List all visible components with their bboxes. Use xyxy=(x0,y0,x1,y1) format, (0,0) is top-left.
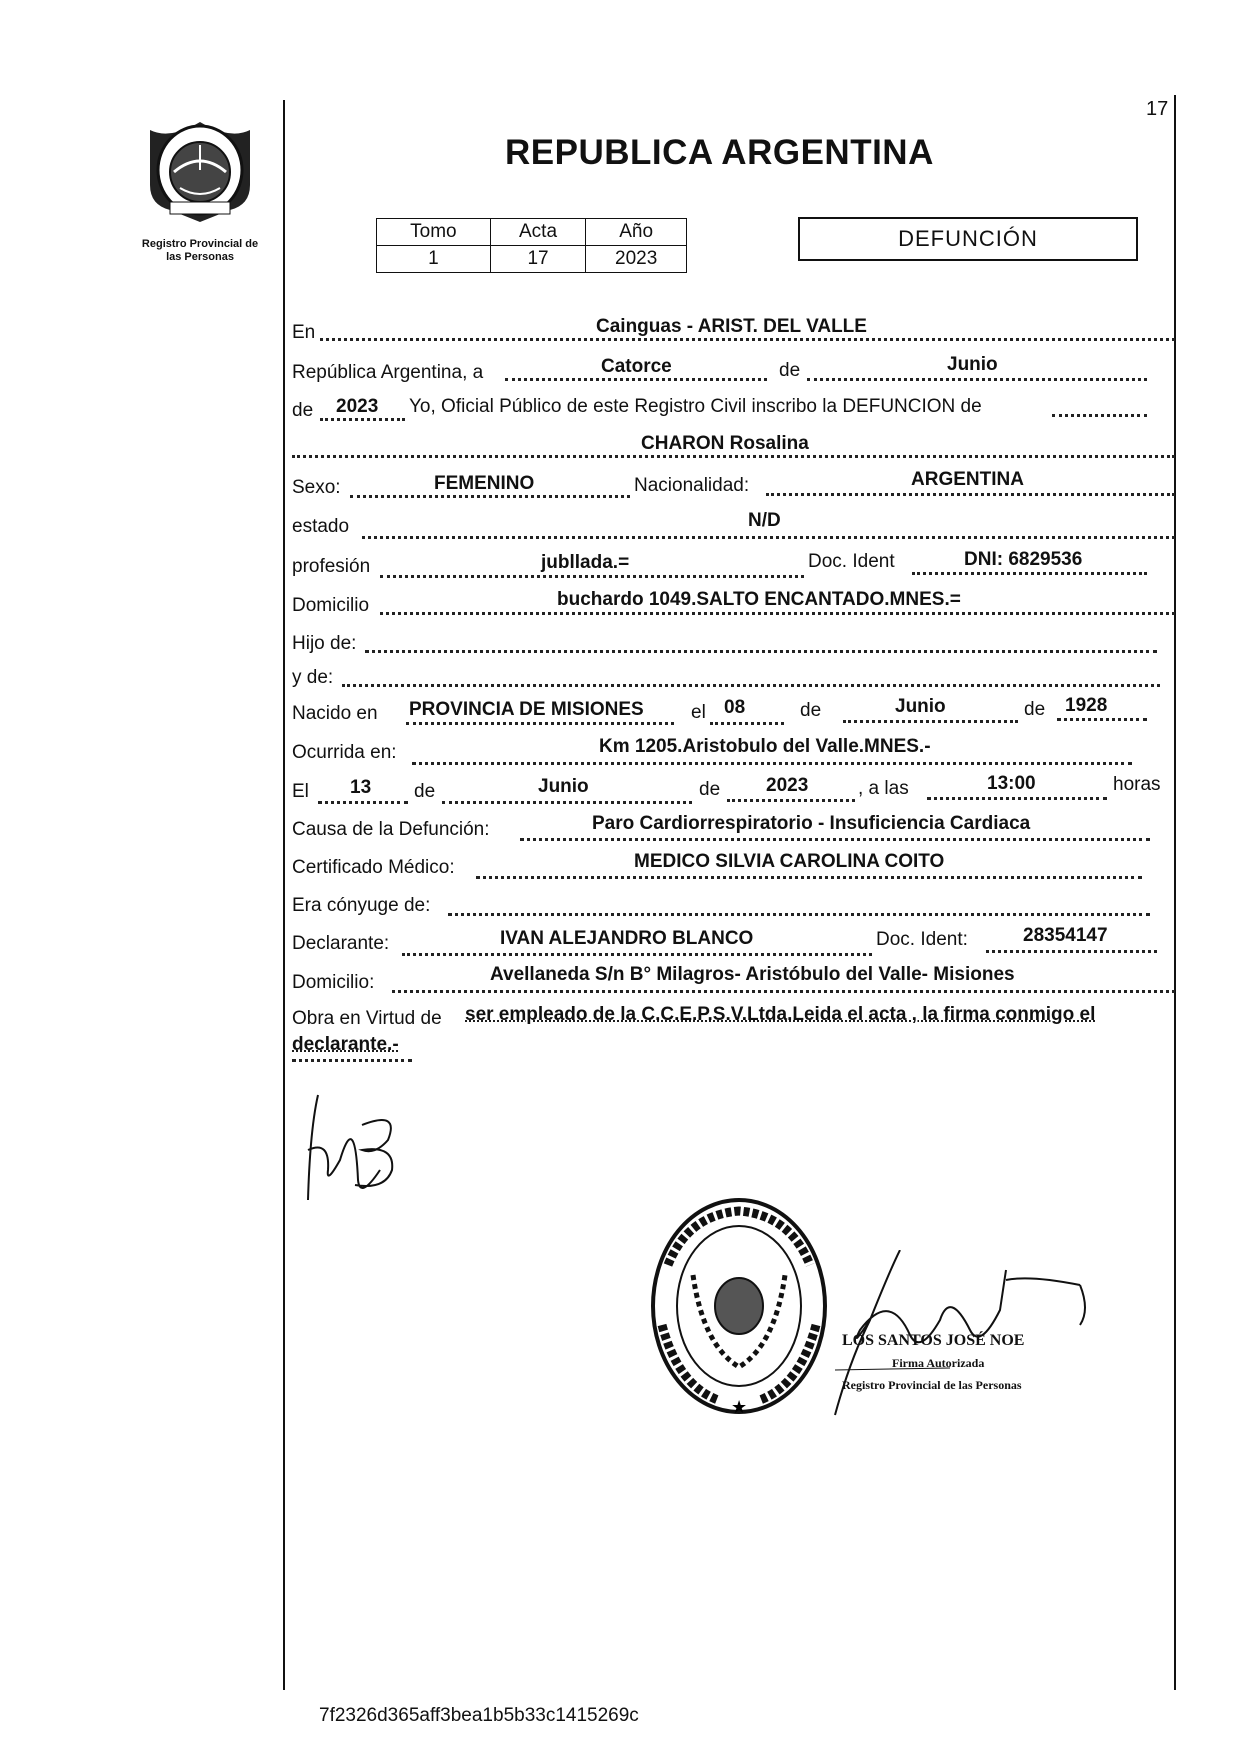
declarante-value: IVAN ALEJANDRO BLANCO xyxy=(500,928,754,949)
sexo-label: Sexo: xyxy=(292,477,341,498)
obra-value-line1: ser empleado de la C.C.E.P.S.V.Ltda.Leida el acta , la firma conmigo el xyxy=(465,1004,1096,1025)
year-value: 2023 xyxy=(336,396,379,417)
birth-month-value: Junio xyxy=(895,696,946,717)
dotted-line xyxy=(380,612,1175,615)
dotted-line xyxy=(843,720,1018,723)
right-margin-rule xyxy=(1174,95,1176,1690)
dotted-line xyxy=(362,536,1175,539)
page-title: REPUBLICA ARGENTINA xyxy=(505,133,934,172)
republica-label: República Argentina, a xyxy=(292,362,484,383)
dotted-line xyxy=(986,950,1157,953)
sexo-value: FEMENINO xyxy=(434,473,535,494)
death-day-value: 13 xyxy=(350,777,372,798)
official-stamp-icon xyxy=(648,1195,830,1417)
dotted-line xyxy=(318,801,408,804)
day-words-value: Catorce xyxy=(601,356,672,377)
dotted-line xyxy=(1057,718,1147,721)
dotted-line xyxy=(448,913,1150,916)
declarant-signature xyxy=(300,1090,410,1220)
dotted-line xyxy=(727,799,855,802)
doc-ident-label: Doc. Ident xyxy=(808,551,895,572)
nacionalidad-value: ARGENTINA xyxy=(911,469,1024,490)
de-label: de xyxy=(414,781,436,802)
record-header-tomo: Tomo xyxy=(377,219,491,246)
birth-year-value: 1928 xyxy=(1065,695,1108,716)
deceased-name-value: CHARON Rosalina xyxy=(641,433,809,454)
dotted-line xyxy=(406,722,674,725)
de-label: de xyxy=(779,360,801,381)
signer-line2: Firma Autorizada xyxy=(892,1356,985,1370)
doc-ident-2-value: 28354147 xyxy=(1023,925,1108,946)
place-value: Cainguas - ARIST. DEL VALLE xyxy=(596,316,867,337)
el-label: El xyxy=(292,781,309,802)
dotted-line xyxy=(380,575,804,578)
dotted-line xyxy=(912,572,1147,575)
causa-label: Causa de la Defunción: xyxy=(292,819,490,840)
de-label: de xyxy=(699,779,721,800)
profesion-value: jubllada.= xyxy=(541,552,630,573)
footer-hash: 7f2326d365aff3bea1b5b33c1415269c xyxy=(319,1705,639,1726)
en-label: En xyxy=(292,322,316,343)
estado-label: estado xyxy=(292,516,350,537)
domicilio-label: Domicilio xyxy=(292,595,370,616)
record-table-header-row xyxy=(377,219,687,246)
dotted-line xyxy=(710,722,784,725)
signature-block xyxy=(842,1330,1024,1396)
y-de-label: y de: xyxy=(292,667,334,688)
left-margin-rule xyxy=(283,100,285,1690)
death-month-value: Junio xyxy=(538,776,589,797)
record-header-anio: Año xyxy=(586,219,687,246)
registry-label-line2: las Personas xyxy=(166,251,234,263)
certificado-label: Certificado Médico: xyxy=(292,857,455,878)
de-label: de xyxy=(800,700,822,721)
svg-text:★: ★ xyxy=(731,1397,748,1417)
ocurrida-en-label: Ocurrida en: xyxy=(292,742,397,763)
dotted-line xyxy=(320,418,405,421)
domicilio-2-value: Avellaneda S/n B° Milagros- Aristóbulo del Valle- Misiones xyxy=(490,964,1015,985)
doc-ident-value: DNI: 6829536 xyxy=(964,549,1083,570)
dotted-line xyxy=(807,378,1147,381)
de-label: de xyxy=(1024,699,1046,720)
el-label: el xyxy=(691,702,706,723)
obra-label: Obra en Virtud de xyxy=(292,1008,442,1029)
record-header-acta: Acta xyxy=(490,219,586,246)
dotted-line xyxy=(520,838,1150,841)
record-table-value-row xyxy=(377,246,687,273)
record-value-acta: 17 xyxy=(490,246,586,273)
province-seal-icon xyxy=(140,110,260,225)
ocurrida-en-value: Km 1205.Aristobulo del Valle.MNES.- xyxy=(599,736,931,757)
dotted-line xyxy=(927,797,1107,800)
profesion-label: profesión xyxy=(292,556,371,577)
domicilio-2-label: Domicilio: xyxy=(292,972,375,993)
signer-line3: Registro Provincial de las Personas xyxy=(842,1378,1022,1392)
record-value-tomo: 1 xyxy=(377,246,491,273)
yo-text: Yo, Oficial Público de este Registro Civil inscribo la DEFUNCION de xyxy=(409,396,982,417)
dotted-line xyxy=(402,953,872,956)
doc-ident-2-label: Doc. Ident: xyxy=(876,929,968,950)
certificado-value: MEDICO SILVIA CAROLINA COITO xyxy=(634,851,945,872)
official-stamp xyxy=(648,1195,830,1422)
horas-label: horas xyxy=(1113,774,1161,795)
dotted-line xyxy=(1052,414,1147,417)
dotted-line xyxy=(442,801,692,804)
month-value: Junio xyxy=(947,354,998,375)
de-label: de xyxy=(292,400,314,421)
domicilio-value: buchardo 1049.SALTO ENCANTADO.MNES.= xyxy=(557,589,961,610)
dotted-line xyxy=(365,650,1157,653)
record-value-anio: 2023 xyxy=(586,246,687,273)
dotted-line xyxy=(350,495,630,498)
a-las-label: , a las xyxy=(858,778,909,799)
causa-value: Paro Cardiorrespiratorio - Insuficiencia Cardiaca xyxy=(592,813,1031,834)
dotted-line xyxy=(476,876,1142,879)
nacionalidad-label: Nacionalidad: xyxy=(634,475,750,496)
nacido-en-label: Nacido en xyxy=(292,703,378,724)
record-table xyxy=(376,218,687,273)
registry-label xyxy=(115,238,285,264)
hijo-de-label: Hijo de: xyxy=(292,633,357,654)
signer-name: LOS SANTOS JOSÉ NOE xyxy=(842,1332,1025,1349)
dotted-line xyxy=(292,455,1175,458)
declarante-label: Declarante: xyxy=(292,933,390,954)
death-year-value: 2023 xyxy=(766,775,809,796)
nacido-en-value: PROVINCIA DE MISIONES xyxy=(409,699,644,720)
province-seal xyxy=(140,110,260,230)
page-number: 17 xyxy=(1146,98,1169,120)
registry-label-line1: Registro Provincial de xyxy=(141,238,259,250)
hora-value: 13:00 xyxy=(987,773,1036,794)
dotted-line xyxy=(412,762,1132,765)
dotted-line xyxy=(505,378,767,381)
dotted-line xyxy=(320,338,1175,341)
dotted-line xyxy=(392,990,1175,993)
record-type-box: DEFUNCIÓN xyxy=(798,217,1138,261)
birth-day-value: 08 xyxy=(724,697,746,718)
dotted-line xyxy=(342,684,1160,687)
obra-value-line2: declarante.- xyxy=(292,1034,399,1055)
estado-value: N/D xyxy=(748,510,781,531)
dotted-line xyxy=(292,1059,412,1062)
conyuge-label: Era cónyuge de: xyxy=(292,895,431,916)
dotted-line xyxy=(766,493,1175,496)
